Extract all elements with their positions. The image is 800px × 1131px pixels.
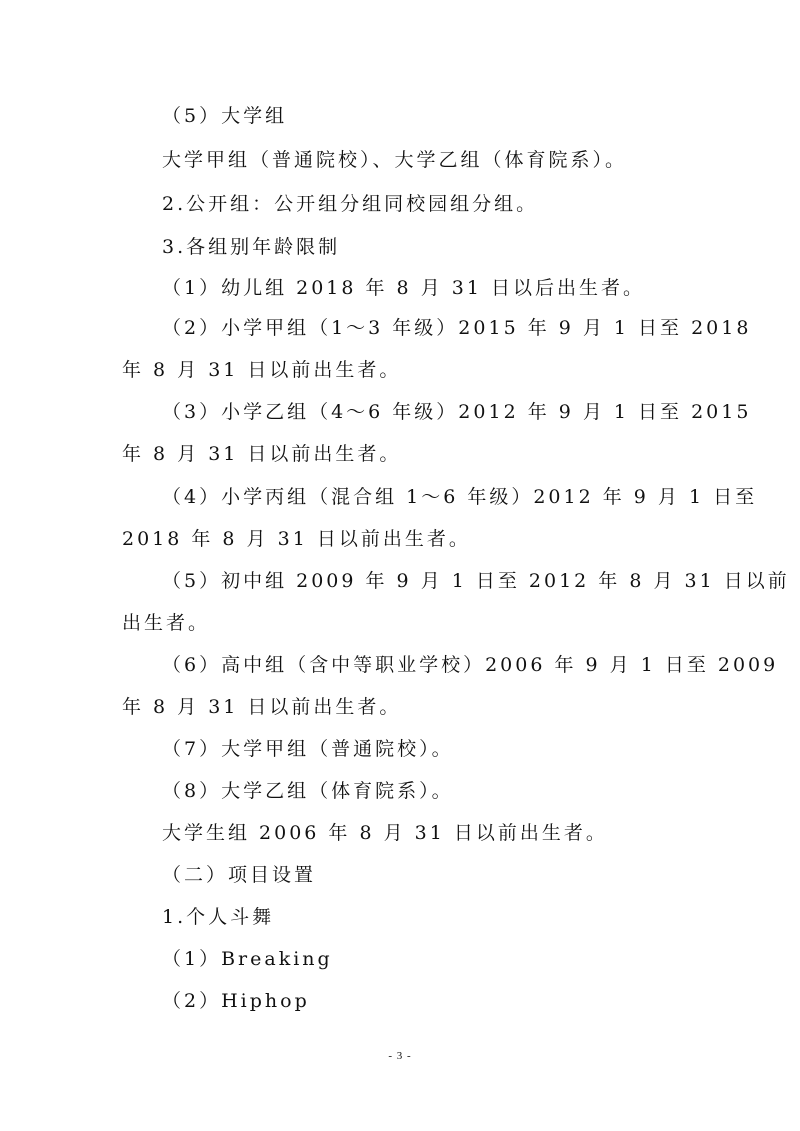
text-line: 年 8 月 31 日以前出生者。	[122, 443, 402, 465]
text-line: 2.公开组：公开组分组同校园组分组。	[162, 193, 539, 215]
text-line: （2）Hiphop	[162, 990, 310, 1012]
text-line: 大学生组 2006 年 8 月 31 日以前出生者。	[162, 822, 608, 844]
text-line: 年 8 月 31 日以前出生者。	[122, 359, 402, 381]
text-line: （5）初中组 2009 年 9 月 1 日至 2012 年 8 月 31 日以前	[162, 570, 790, 592]
text-line: （1）幼儿组 2018 年 8 月 31 日以后出生者。	[162, 277, 645, 299]
text-line: （二）项目设置	[162, 864, 317, 886]
text-line: （5）大学组	[162, 105, 288, 127]
text-line: 出生者。	[122, 612, 211, 634]
text-line: （1）Breaking	[162, 948, 333, 970]
text-line: （3）小学乙组（4～6 年级）2012 年 9 月 1 日至 2015	[162, 401, 752, 423]
text-line: 年 8 月 31 日以前出生者。	[122, 696, 402, 718]
text-line: 1.个人斗舞	[162, 906, 275, 928]
text-line: 2018 年 8 月 31 日以前出生者。	[122, 528, 471, 550]
text-line: （7）大学甲组（普通院校）。	[162, 738, 454, 760]
text-line: （6）高中组（含中等职业学校）2006 年 9 月 1 日至 2009	[162, 654, 779, 676]
text-line: （4）小学丙组（混合组 1～6 年级）2012 年 9 月 1 日至	[162, 486, 758, 508]
page-number: - 3 -	[388, 1050, 412, 1062]
text-line: （2）小学甲组（1～3 年级）2015 年 9 月 1 日至 2018	[162, 317, 752, 339]
text-line: 3.各组别年龄限制	[162, 236, 341, 258]
text-line: 大学甲组（普通院校）、大学乙组（体育院系）。	[162, 149, 628, 171]
text-line: （8）大学乙组（体育院系）。	[162, 780, 454, 802]
